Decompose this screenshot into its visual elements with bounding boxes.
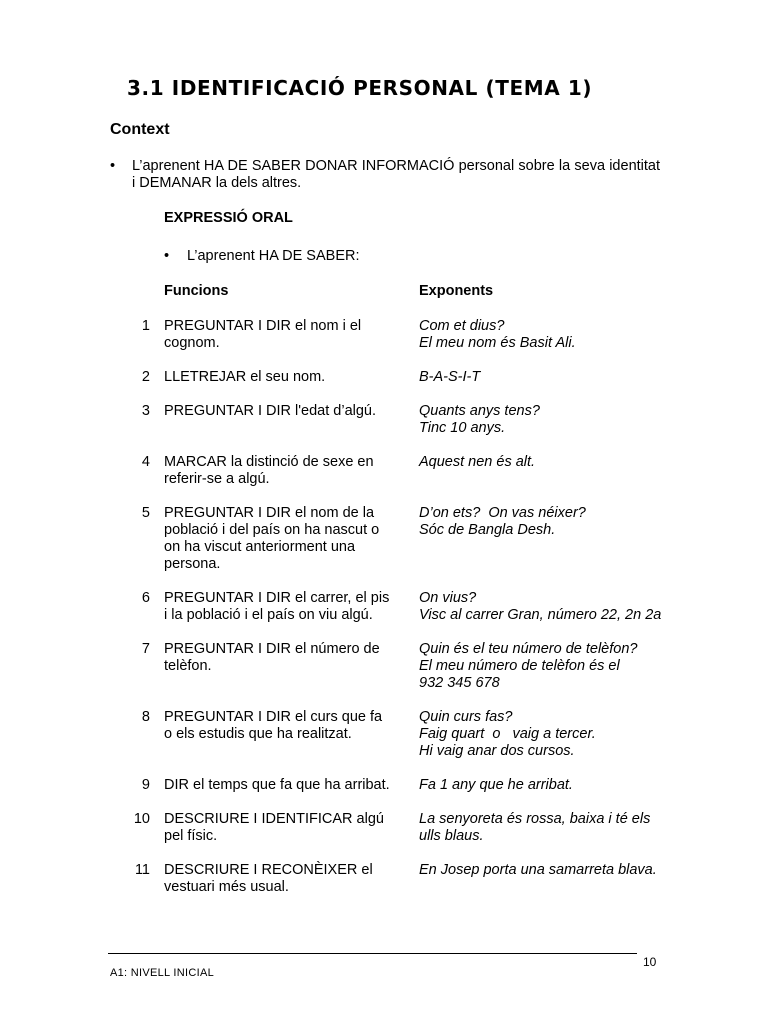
- row-number: 8: [141, 709, 150, 725]
- function-line: on ha viscut anteriorment una: [164, 539, 356, 555]
- intro-paragraph: [110, 158, 660, 192]
- table-row: [0, 454, 768, 488]
- function-cell: [164, 318, 404, 352]
- section-bullet-item: [164, 248, 360, 264]
- exponent-line: La senyoreta és rossa, baixa i té els: [419, 811, 651, 827]
- exponent-line: Com et dius?: [419, 318, 505, 334]
- table-row: [0, 369, 768, 386]
- exponent-line: Fa 1 any que he arribat.: [419, 777, 573, 793]
- exponent-line: Visc al carrer Gran, número 22, 2n 2a: [419, 607, 662, 623]
- function-line: població i del país on ha nascut o: [164, 522, 380, 538]
- function-line: PREGUNTAR I DIR el nom i el: [164, 318, 362, 334]
- function-line: PREGUNTAR I DIR el carrer, el pis: [164, 590, 390, 606]
- context-heading: Context: [110, 121, 170, 138]
- exponent-cell: [419, 641, 699, 692]
- exponent-line: ulls blaus.: [419, 828, 484, 844]
- functions-table: [0, 318, 768, 913]
- function-line: LLETREJAR el seu nom.: [164, 369, 326, 385]
- exponent-line: Tinc 10 anys.: [419, 420, 506, 436]
- exponent-line: D’on ets? On vas néixer?: [419, 505, 586, 521]
- row-number: 5: [141, 505, 150, 521]
- exponent-line: Sóc de Bangla Desh.: [419, 522, 556, 538]
- exponent-cell: [419, 318, 699, 352]
- function-line: DESCRIURE I IDENTIFICAR algú: [164, 811, 384, 827]
- row-number: 10: [133, 811, 150, 827]
- function-line: PREGUNTAR I DIR el nom de la: [164, 505, 375, 521]
- function-cell: [164, 454, 404, 488]
- section-heading: EXPRESSIÓ ORAL: [164, 210, 293, 226]
- function-cell: [164, 862, 404, 896]
- bullet-icon: •: [164, 248, 170, 264]
- function-line: pel físic.: [164, 828, 218, 844]
- function-cell: [164, 403, 404, 420]
- column-header-funcions: Funcions: [164, 283, 229, 299]
- table-row: [0, 777, 768, 794]
- table-row: [0, 505, 768, 573]
- function-line: i la població i el país on viu algú.: [164, 607, 373, 623]
- function-line: PREGUNTAR I DIR el curs que fa: [164, 709, 383, 725]
- function-line: MARCAR la distinció de sexe en: [164, 454, 374, 470]
- function-line: PREGUNTAR I DIR l'edat d’algú.: [164, 403, 377, 419]
- exponent-cell: [419, 709, 699, 760]
- exponent-line: On vius?: [419, 590, 477, 606]
- function-cell: [164, 641, 404, 675]
- exponent-cell: [419, 862, 699, 879]
- footer-text: A1: NIVELL INICIAL: [110, 967, 215, 979]
- exponent-line: Quin és el teu número de telèfon?: [419, 641, 638, 657]
- function-line: persona.: [164, 556, 221, 572]
- row-number: 7: [141, 641, 150, 657]
- exponent-line: 932 345 678: [419, 675, 500, 691]
- bullet-icon: •: [110, 158, 116, 174]
- function-line: vestuari més usual.: [164, 879, 289, 895]
- function-cell: [164, 811, 404, 845]
- table-row: [0, 641, 768, 692]
- function-line: PREGUNTAR I DIR el número de: [164, 641, 380, 657]
- exponent-line: El meu número de telèfon és el: [419, 658, 620, 674]
- exponent-cell: [419, 454, 699, 471]
- exponent-line: Faig quart o vaig a tercer.: [419, 726, 596, 742]
- exponent-line: Aquest nen és alt.: [419, 454, 536, 470]
- page-number: 10: [643, 955, 657, 969]
- table-row: [0, 862, 768, 896]
- row-number: 6: [141, 590, 150, 606]
- exponent-cell: [419, 590, 699, 624]
- row-number: 9: [141, 777, 150, 793]
- page-title: 3.1 IDENTIFICACIÓ PERSONAL (TEMA 1): [127, 76, 593, 100]
- exponent-cell: [419, 403, 699, 437]
- column-header-exponents: Exponents: [419, 283, 494, 299]
- row-number: 3: [141, 403, 150, 419]
- exponent-line: Quants anys tens?: [419, 403, 540, 419]
- section-bullet-text: L’aprenent HA DE SABER:: [187, 248, 360, 264]
- exponent-line: El meu nom és Basit Ali.: [419, 335, 576, 351]
- row-number: 2: [141, 369, 150, 385]
- function-cell: [164, 777, 404, 794]
- exponent-line: Quin curs fas?: [419, 709, 513, 725]
- exponent-cell: [419, 369, 699, 386]
- exponent-cell: [419, 505, 699, 539]
- intro-text: L’aprenent HA DE SABER DONAR INFORMACIÓ personal sobre la seva identitat i DEMANAR la dels altres.: [132, 158, 660, 191]
- function-cell: [164, 505, 404, 573]
- exponent-line: B-A-S-I-T: [419, 369, 481, 385]
- table-row: [0, 403, 768, 437]
- function-cell: [164, 369, 404, 386]
- function-line: DIR el temps que fa que ha arribat.: [164, 777, 390, 793]
- row-number: 1: [141, 318, 150, 334]
- function-line: telèfon.: [164, 658, 212, 674]
- table-row: [0, 318, 768, 352]
- table-row: [0, 590, 768, 624]
- function-line: o els estudis que ha realitzat.: [164, 726, 352, 742]
- footer-divider: [108, 953, 637, 954]
- function-line: cognom.: [164, 335, 220, 351]
- table-row: [0, 709, 768, 760]
- function-cell: [164, 590, 404, 624]
- row-number: 4: [141, 454, 150, 470]
- exponent-cell: [419, 777, 699, 794]
- function-line: DESCRIURE I RECONÈIXER el: [164, 862, 373, 878]
- table-row: [0, 811, 768, 845]
- row-number: 11: [134, 862, 150, 878]
- function-line: referir-se a algú.: [164, 471, 270, 487]
- exponent-line: En Josep porta una samarreta blava.: [419, 862, 657, 878]
- exponent-line: Hi vaig anar dos cursos.: [419, 743, 575, 759]
- exponent-cell: [419, 811, 699, 845]
- function-cell: [164, 709, 404, 743]
